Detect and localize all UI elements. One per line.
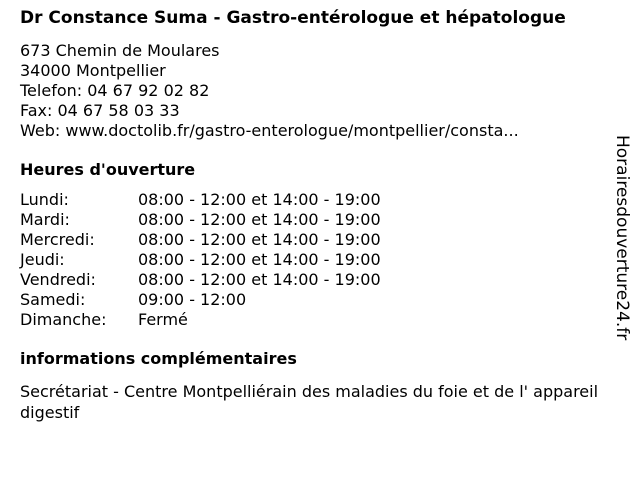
hours-row-tuesday: [20, 210, 605, 230]
phone-number: Telefon: 04 67 92 02 82: [20, 81, 210, 100]
page-title: Dr Constance Suma - Gastro-entérologue et hépatologue: [20, 8, 566, 28]
hours-row-monday: [20, 190, 605, 210]
hours-time-value: 08:00 - 12:00 et 14:00 - 19:00: [138, 250, 381, 269]
street-address: 673 Chemin de Moulares: [20, 41, 220, 60]
hours-day-label: Vendredi:: [20, 270, 96, 289]
hours-day-label: Samedi:: [20, 290, 86, 309]
website-url: Web: www.doctolib.fr/gastro-enterologue/montpellier/consta...: [20, 121, 519, 140]
hours-row-wednesday: [20, 230, 605, 250]
hours-row-friday: [20, 270, 605, 290]
business-card: [20, 8, 605, 423]
hours-time-value: 09:00 - 12:00: [138, 290, 247, 309]
fax-number: Fax: 04 67 58 03 33: [20, 101, 180, 120]
hours-heading: Heures d'ouverture: [20, 160, 196, 179]
city-postal: 34000 Montpellier: [20, 61, 166, 80]
address-block: [20, 41, 605, 141]
hours-day-label: Jeudi:: [20, 250, 65, 269]
info-text: Secrétariat - Centre Montpelliérain des maladies du foie et de l' appareil digestif: [20, 382, 599, 422]
hours-row-sunday: [20, 310, 605, 330]
hours-day-label: Lundi:: [20, 190, 69, 209]
watermark-text: Horairesdouverture24.fr: [612, 135, 632, 341]
hours-row-saturday: [20, 290, 605, 310]
hours-day-label: Dimanche:: [20, 310, 107, 329]
hours-table: [20, 190, 605, 330]
hours-time-value: Fermé: [138, 310, 188, 329]
hours-row-thursday: [20, 250, 605, 270]
hours-time-value: 08:00 - 12:00 et 14:00 - 19:00: [138, 270, 381, 289]
hours-time-value: 08:00 - 12:00 et 14:00 - 19:00: [138, 230, 381, 249]
hours-day-label: Mardi:: [20, 210, 70, 229]
hours-time-value: 08:00 - 12:00 et 14:00 - 19:00: [138, 190, 381, 209]
hours-day-label: Mercredi:: [20, 230, 95, 249]
hours-time-value: 08:00 - 12:00 et 14:00 - 19:00: [138, 210, 381, 229]
info-heading: informations complémentaires: [20, 349, 297, 368]
